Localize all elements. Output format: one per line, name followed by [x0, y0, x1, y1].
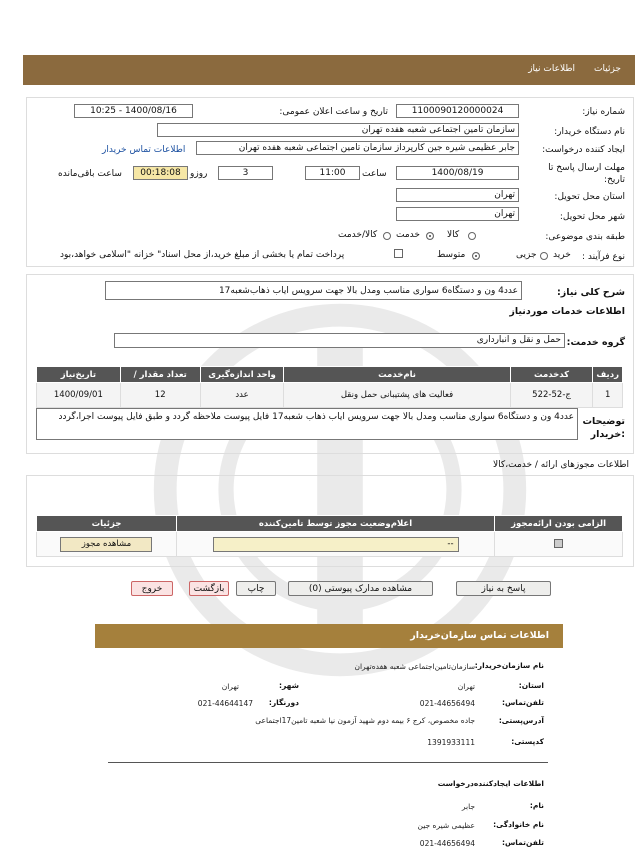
province-label: استان محل تحویل: — [554, 192, 625, 202]
cell-row: 1 — [593, 383, 623, 408]
process-medium-radio[interactable] — [472, 251, 480, 261]
remaining-time-field: 00:18:08 — [133, 166, 188, 180]
process-buy-label: خرید — [553, 250, 571, 260]
permits-title: اطلاعات مجوزهای ارائه / خدمت،کالا — [493, 460, 629, 470]
category-goods-service-label: کالا/خدمت — [338, 230, 378, 240]
cell-service-name: فعالیت های پشتیبانی حمل ونقل — [284, 383, 510, 408]
contact-postal-label: کد‌پستی: — [511, 737, 544, 746]
days-label: روزو — [190, 169, 208, 179]
category-label: طبقه بندی موضوعی: — [545, 232, 625, 242]
deadline-date-field: 1400/08/19 — [396, 166, 519, 180]
cell-service-code: ج-52-522 — [510, 383, 593, 408]
contact-province-value: تهران — [457, 682, 475, 691]
col-need-date: تاریخ‌نیاز — [37, 367, 121, 383]
contact-province-label: استان: — [518, 681, 544, 690]
payment-treasury-checkbox[interactable] — [394, 249, 403, 259]
requester-last-name-value: عظیمی شیره جین — [417, 821, 475, 830]
process-partial-label: جزیی — [516, 250, 537, 260]
contact-address-value: جاده مخصوص، کرج ۶ بیمه دوم شهید آزمون نیا شعبه تامین17اجتماعی — [255, 716, 475, 725]
col-unit: واحد اندازه‌گیری — [200, 367, 284, 383]
deadline-time-field: 11:00 — [305, 166, 360, 180]
back-button[interactable]: بازگشت — [189, 581, 229, 596]
deadline-label-date: تاریخ: — [604, 175, 625, 185]
city-label: شهر محل تحویل: — [559, 212, 625, 222]
cell-permit-required — [495, 532, 623, 557]
province-field: تهران — [396, 188, 519, 202]
requester-first-name-value: جابر — [461, 802, 475, 811]
category-goods-label: کالا — [447, 230, 460, 240]
remaining-time-label: ساعت باقی‌مانده — [58, 169, 122, 179]
service-group-field: حمل و نقل و انبارداری — [114, 333, 565, 348]
process-type-label: نوع فرآیند : — [582, 252, 625, 262]
buyer-contact-title: اطلاعات تماس سازمان‌خریدار — [410, 630, 549, 641]
view-permit-button[interactable]: مشاهده مجوز — [60, 537, 152, 552]
announce-date-label: تاریخ و ساعت اعلان عمومی: — [279, 107, 388, 117]
buyer-org-label: نام دستگاه خریدار: — [554, 127, 625, 137]
contact-org-label: نام سازمان‌خریدار: — [474, 661, 544, 670]
announce-date-field: 1400/08/16 - 10:25 — [74, 104, 193, 118]
contact-phone-label: تلفن‌تماس: — [501, 698, 544, 707]
cell-permit-status — [176, 532, 494, 557]
summary-label: شرح کلی نیاز: — [556, 287, 625, 298]
requester-last-name-label: نام خانوادگی: — [493, 820, 544, 829]
table-row — [37, 532, 623, 557]
category-goods-service-radio[interactable] — [383, 231, 391, 241]
permit-required-checkbox — [554, 539, 563, 548]
permits-table — [36, 515, 623, 557]
permit-status-field[interactable]: -- — [213, 537, 459, 552]
buyer-contact-header — [95, 624, 563, 648]
print-button[interactable]: چاپ — [236, 581, 276, 596]
requester-phone-value: 021-44656494 — [419, 839, 475, 848]
need-number-label: شماره نیاز: — [582, 107, 625, 117]
contact-fax-label: دورنگار: — [268, 698, 299, 707]
contact-city-label: شهر: — [279, 681, 299, 690]
nav-tab-details[interactable]: جزئیات — [594, 64, 621, 74]
contact-city-value: تهران — [221, 682, 239, 691]
requester-phone-label: تلفن‌تماس: — [501, 838, 544, 847]
process-partial-radio[interactable] — [540, 251, 548, 261]
cell-permit-details — [37, 532, 177, 557]
col-permit-required: الزامی بودن ارائه‌مجوز — [495, 516, 623, 532]
contact-org-value: سازمان‌تامین‌اجتماعی شعبه هفده‌تهران — [354, 662, 475, 671]
cell-need-date: 1400/09/01 — [37, 383, 121, 408]
permits-table-header — [37, 516, 623, 532]
col-service-name: نام‌خدمت — [284, 367, 510, 383]
payment-treasury-note: پرداخت تمام یا بخشی از مبلغ خرید،از محل اسناد" خزانه "اسلامی خواهد،بود — [60, 250, 345, 260]
service-group-label: گروه خدمت: — [566, 337, 625, 348]
buyer-notes-field: عدد4 ون و دستگاه6 سواری مناسب ومدل بالا جهت سرویس ایاب ذهاب شعبه17 فایل پیوست ملاحظه گردد و طبق فایل پیوست اجرا،گردد — [36, 408, 578, 440]
col-row: ردیف — [593, 367, 623, 383]
category-goods-radio[interactable] — [468, 231, 476, 241]
cell-unit: عدد — [200, 383, 284, 408]
summary-field: عدد4 ون و دستگاه6 سواری مناسب ومدل بالا جهت سرویس ایاب ذهاب‌شعبه17 — [105, 281, 522, 300]
reply-to-need-button[interactable]: پاسخ به نیاز — [456, 581, 551, 596]
buyer-notes-label: توضیحات — [582, 416, 625, 427]
col-permit-status: اعلام‌وضعیت مجوز توسط تامین‌کننده — [176, 516, 494, 532]
col-service-code: کدخدمت — [510, 367, 593, 383]
services-table — [36, 366, 623, 408]
deadline-time-label: ساعت — [362, 169, 387, 179]
services-table-header — [37, 367, 623, 383]
services-title: اطلاعات خدمات مورد‌نیاز — [509, 306, 625, 317]
buyer-org-field: سازمان تامین اجتماعی شعبه هفده تهران — [157, 123, 519, 137]
contact-divider — [108, 762, 548, 763]
requester-first-name-label: نام: — [529, 801, 544, 810]
col-quantity: تعداد‌ مقدار / — [120, 367, 200, 383]
exit-button[interactable]: خروج — [131, 581, 173, 596]
days-field: 3 — [218, 166, 273, 180]
need-number-field: 1100090120000024 — [396, 104, 519, 118]
view-attachments-button[interactable]: مشاهده مدارک پیوستی (0) — [288, 581, 433, 596]
contact-postal-value: 1391933111 — [427, 738, 475, 747]
deadline-label: مهلت ارسال پاسخ تا — [548, 163, 625, 173]
col-permit-details: جزئیات — [37, 516, 177, 532]
creator-field: جابر عظیمی شیره جین کارپرداز سازمان تامین اجتماعی شعبه هفده تهران — [196, 141, 519, 155]
table-row — [37, 383, 623, 408]
city-field: تهران — [396, 207, 519, 221]
category-service-radio[interactable] — [426, 231, 434, 241]
contact-address-label: آدرس‌پستی: — [498, 716, 544, 725]
nav-tab-need-info[interactable]: اطلاعات نیاز — [528, 64, 575, 74]
creator-label: ایجاد کننده درخواست: — [542, 145, 625, 155]
cell-quantity: 12 — [120, 383, 200, 408]
buyer-notes-label-2: :خریدار — [590, 429, 625, 440]
process-medium-label: متوسط — [437, 250, 466, 260]
requester-title: اطلاعات ایجاد‌کننده‌درخواست — [437, 779, 544, 788]
contact-fax-value: 021-44644147 — [197, 699, 253, 708]
buyer-contact-link[interactable]: اطلاعات تماس خریدار — [102, 145, 186, 155]
contact-phone-value: 021-44656494 — [419, 699, 475, 708]
top-navigation-bar — [23, 55, 635, 85]
category-service-label: خدمت — [396, 230, 420, 240]
